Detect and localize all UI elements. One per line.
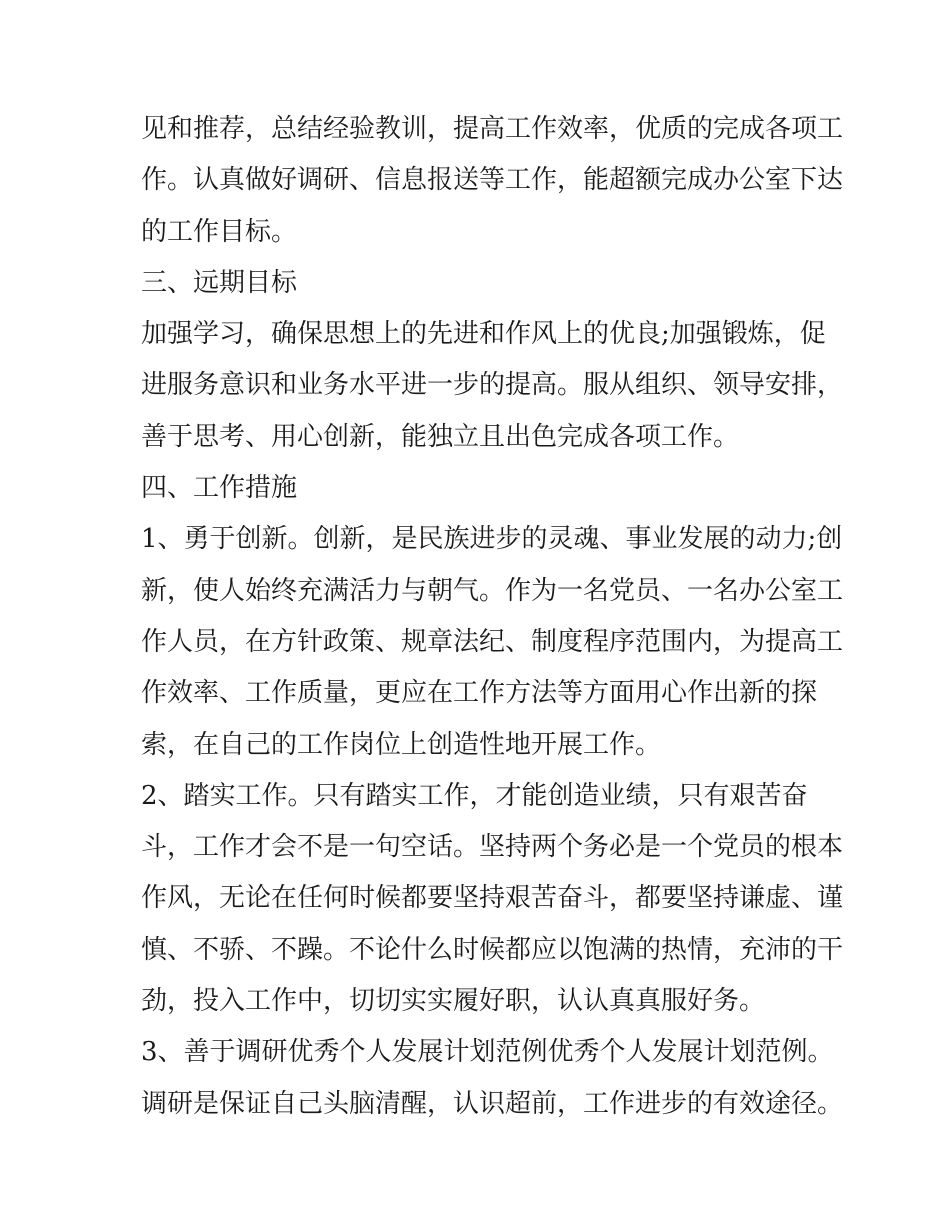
text-line: 1、勇于创新。创新，是民族进步的灵魂、事业发展的动力;创	[141, 524, 843, 555]
text-line: 劲，投入工作中，切切实实履好职，认认真真服好务。	[141, 986, 766, 1017]
text-line: 作风，无论在任何时候都要坚持艰苦奋斗，都要坚持谦虚、谨	[141, 883, 844, 914]
text-line: 调研是保证自己头脑清醒，认识超前，工作进步的有效途径。	[141, 1088, 844, 1119]
text-line: 善于思考、用心创新，能独立且出色完成各项工作。	[141, 421, 740, 452]
text-line: 的工作目标。	[141, 216, 298, 247]
section-heading: 三、远期目标	[141, 267, 298, 298]
text-line: 慎、不骄、不躁。不论什么时候都应以饱满的热情，充沛的干	[141, 934, 844, 965]
text-line: 作人员，在方针政策、规章法纪、制度程序范围内，为提高工	[141, 626, 844, 657]
section-heading: 四、工作措施	[141, 473, 298, 504]
text-line: 作效率、工作质量，更应在工作方法等方面用心作出新的探	[141, 678, 818, 709]
text-line: 新，使人始终充满活力与朝气。作为一名党员、一名办公室工	[141, 575, 844, 606]
text-line: 斗，工作才会不是一句空话。坚持两个务必是一个党员的根本	[141, 832, 844, 863]
text-line: 2、踏实工作。只有踏实工作，才能创造业绩，只有艰苦奋	[141, 780, 808, 811]
document-body	[141, 104, 844, 1130]
text-line: 索，在自己的工作岗位上创造性地开展工作。	[141, 729, 662, 760]
text-line: 作。认真做好调研、信息报送等工作，能超额完成办公室下达	[141, 165, 844, 196]
text-line: 加强学习，确保思想上的先进和作风上的优良;加强锻炼，促	[141, 319, 826, 350]
text-line: 进服务意识和业务水平进一步的提高。服从组织、领导安排，	[141, 370, 844, 401]
text-line: 见和推荐，总结经验教训，提高工作效率，优质的完成各项工	[141, 114, 844, 144]
text-line: 3、善于调研优秀个人发展计划范例优秀个人发展计划范例。	[141, 1037, 834, 1068]
